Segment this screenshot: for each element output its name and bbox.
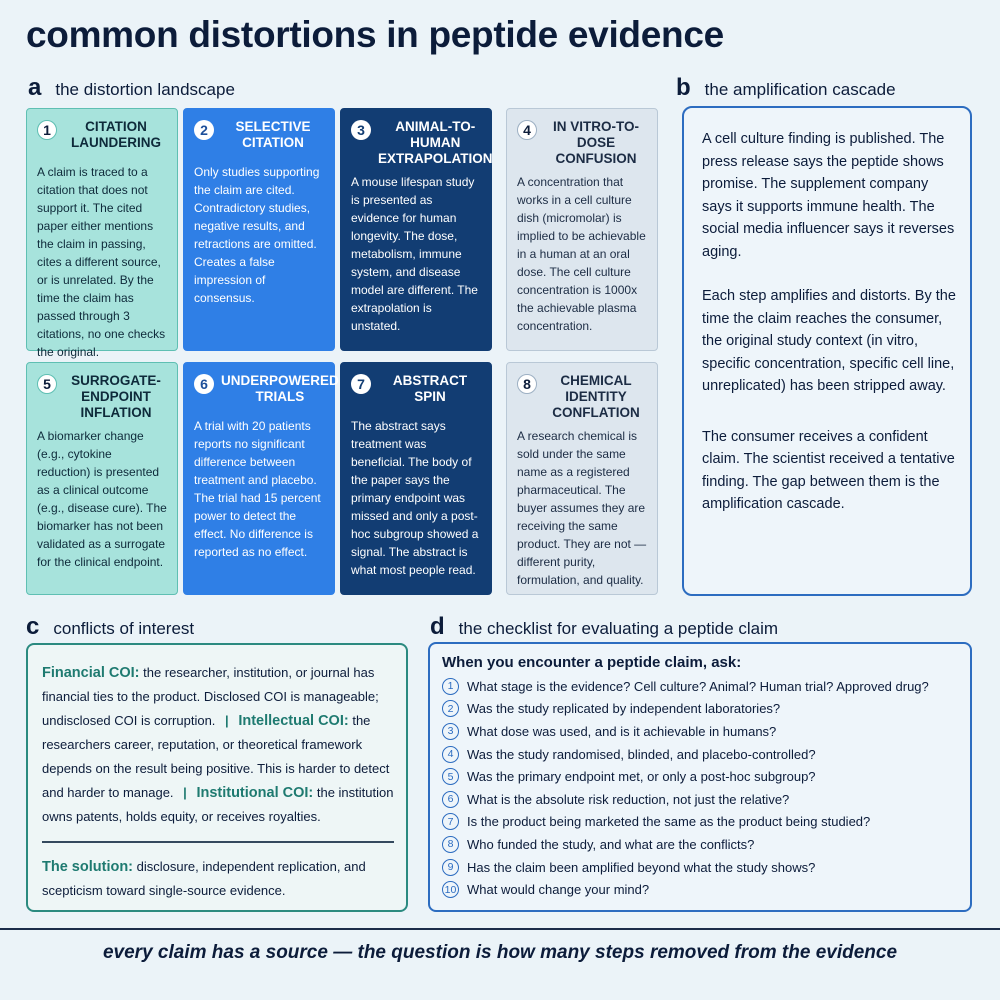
section-a-header (28, 74, 235, 102)
card-title: SELECTIVE CITATION (235, 119, 311, 150)
conflicts-of-interest-panel (26, 643, 408, 912)
card-title: CHEMICAL IDENTITY CONFLATION (552, 373, 640, 420)
intellectual-coi-text: the researchers career, reputation, or theoretical framework depends on the result being positive. This is harder to detect and harder to manage. (42, 713, 390, 800)
solution-paragraph (42, 855, 394, 903)
section-a-letter: a (28, 74, 42, 101)
card-title: SURROGATE-ENDPOINT INFLATION (71, 373, 161, 420)
checklist-item (442, 743, 958, 766)
distortion-card-2 (183, 108, 335, 351)
checklist-item (442, 833, 958, 856)
checklist-item (442, 698, 958, 721)
checklist-intro: When you encounter a peptide claim, ask: (442, 654, 742, 671)
solution-label: The solution: (42, 858, 134, 875)
card-number: 1 (37, 120, 57, 140)
checklist-number: 3 (442, 723, 459, 740)
checklist-number: 7 (442, 813, 459, 830)
distortion-card-4 (506, 108, 658, 351)
checklist-number: 2 (442, 700, 459, 717)
institutional-coi-text: the institution owns patents, holds equity, or receives royalties. (42, 785, 394, 824)
card-body: A claim is traced to a citation that does not support it. The cited paper either mentions the claim in passing, cites a different source, or is unrelated. By the time the claim has passed through 3 citations, no one checks the original. (37, 165, 166, 359)
checklist-item (442, 878, 958, 901)
coi-paragraph (42, 661, 394, 829)
footer-divider (0, 928, 1000, 930)
card-title: IN VITRO-TO-DOSE CONFUSION (553, 119, 639, 166)
checklist-number: 5 (442, 768, 459, 785)
section-a-title: the distortion landscape (55, 80, 235, 99)
section-c-title: conflicts of interest (53, 619, 195, 638)
checklist-question: Has the claim been amplified beyond what the study shows? (467, 859, 816, 875)
card-body: A concentration that works in a cell culture dish (micromolar) is implied to be achievable in a human at an oral dose. The cell culture concentration is 1000x the achievable plasma concentration. (517, 175, 646, 333)
card-number: 3 (351, 120, 371, 140)
amplification-cascade-panel (682, 106, 972, 596)
checklist-question: Was the primary endpoint met, or only a post-hoc subgroup? (467, 769, 816, 785)
section-d-title: the checklist for evaluating a peptide claim (458, 619, 779, 638)
card-body: Only studies supporting the claim are cited. Contradictory studies, negative results, and retractions are omitted. Creates a false impression of consensus. (194, 165, 320, 305)
checklist-number: 4 (442, 746, 459, 763)
distortion-card-6 (183, 362, 339, 595)
card-body: A biomarker change (e.g., cytokine reduction) is presented as a clinical outcome (e.g., disease cure). The biomarker has not been validated as a surrogate for the clinical endpoint. (37, 429, 167, 569)
card-body: A trial with 20 patients reports no significant difference between treatment and placebo. The trial had 15 percent power to detect the effect. No difference is reported as no effect. (194, 419, 321, 559)
financial-coi-label: Financial COI: (42, 665, 140, 681)
checklist-question: Is the product being marketed the same as the product being studied? (467, 814, 871, 830)
checklist-question: What would change your mind? (467, 882, 650, 898)
checklist-question: What stage is the evidence? Cell culture? Animal? Human trial? Approved drug? (467, 678, 929, 694)
card-body: A mouse lifespan study is presented as evidence for human longevity. The dose, metabolism, immune system, and disease model are different. The extrapolation is unstated. (351, 175, 478, 333)
financial-coi-text: the researcher, institution, or journal has financial ties to the product. Disclosed COI is manageable; undisclosed COI is corruption. (42, 665, 379, 728)
section-d-header (430, 613, 778, 641)
distortion-card-1 (26, 108, 178, 359)
cascade-paragraph-1: A cell culture finding is published. The press release says the peptide shows promise. The supplement company says it supports immune health. The social media influencer says it reverses aging. (702, 131, 955, 260)
card-body: A research chemical is sold under the same name as a registered pharmaceutical. The buyer assumes they are receiving the same product. They are not — different purity, formulation, and quality. (517, 429, 647, 587)
checklist-item (442, 675, 958, 698)
checklist-question: Was the study replicated by independent laboratories? (467, 701, 781, 717)
checklist-number: 6 (442, 791, 459, 808)
checklist-question: Was the study randomised, blinded, and placebo-controlled? (467, 746, 816, 762)
checklist-number: 9 (442, 859, 459, 876)
card-title: ABSTRACT SPIN (392, 373, 468, 404)
distortion-card-5 (26, 362, 178, 595)
section-b-letter: b (676, 74, 691, 101)
checklist-question: Who funded the study, and what are the conflicts? (467, 836, 755, 852)
divider (42, 841, 394, 843)
card-title: UNDERPOWERED TRIALS (221, 373, 339, 404)
intellectual-coi-label: Intellectual COI: (238, 713, 349, 729)
checklist-question: What is the absolute risk reduction, not just the relative? (467, 791, 790, 807)
section-b-title: the amplification cascade (704, 80, 896, 99)
footer-tagline: every claim has a source — the question is how many steps removed from the evidence (102, 942, 898, 963)
card-number: 4 (517, 120, 537, 140)
distortion-card-3 (340, 108, 492, 351)
card-body: The abstract says treatment was beneficial. The body of the paper says the primary endpoint was missed and only a post-hoc subgroup showed a signal. The abstract is what most people read. (351, 419, 479, 577)
card-number: 2 (194, 120, 214, 140)
page-title: common distortions in peptide evidence (26, 14, 724, 55)
cascade-paragraph-3: The consumer receives a confident claim. The scientist received a tentative finding. The gap between them is the amplification cascade. (702, 428, 955, 512)
card-number: 5 (37, 374, 57, 394)
checklist-item (442, 765, 958, 788)
checklist-number: 8 (442, 836, 459, 853)
checklist-item (442, 720, 958, 743)
checklist-number: 1 (442, 678, 459, 695)
section-d-letter: d (430, 613, 445, 640)
checklist-panel (428, 642, 972, 912)
checklist-item (442, 856, 958, 879)
institutional-coi-label: Institutional COI: (196, 785, 314, 801)
section-c-header (26, 613, 194, 641)
distortion-card-8 (506, 362, 658, 595)
solution-text: disclosure, independent replication, and scepticism toward single-source evidence. (42, 858, 366, 898)
checklist-question: What dose was used, and is it achievable in humans? (467, 723, 777, 739)
section-b-header (676, 74, 896, 102)
card-number: 7 (351, 374, 371, 394)
card-number: 8 (517, 374, 537, 394)
section-c-letter: c (26, 613, 40, 640)
card-number: 6 (194, 374, 214, 394)
coi-separator: | (183, 785, 187, 800)
checklist-item (442, 788, 958, 811)
cascade-paragraph-2: Each step amplifies and distorts. By the time the claim reaches the consumer, the original study context (in vitro, specific concentration, specific cell line, unreplicated) has been stripped away. (702, 288, 956, 394)
checklist-number: 10 (442, 881, 459, 898)
card-title: CITATION LAUNDERING (71, 119, 161, 150)
distortion-card-7 (340, 362, 492, 595)
coi-separator: | (225, 713, 229, 728)
checklist-item (442, 811, 958, 834)
card-title: ANIMAL-TO-HUMAN EXTRAPOLATION (378, 119, 493, 166)
